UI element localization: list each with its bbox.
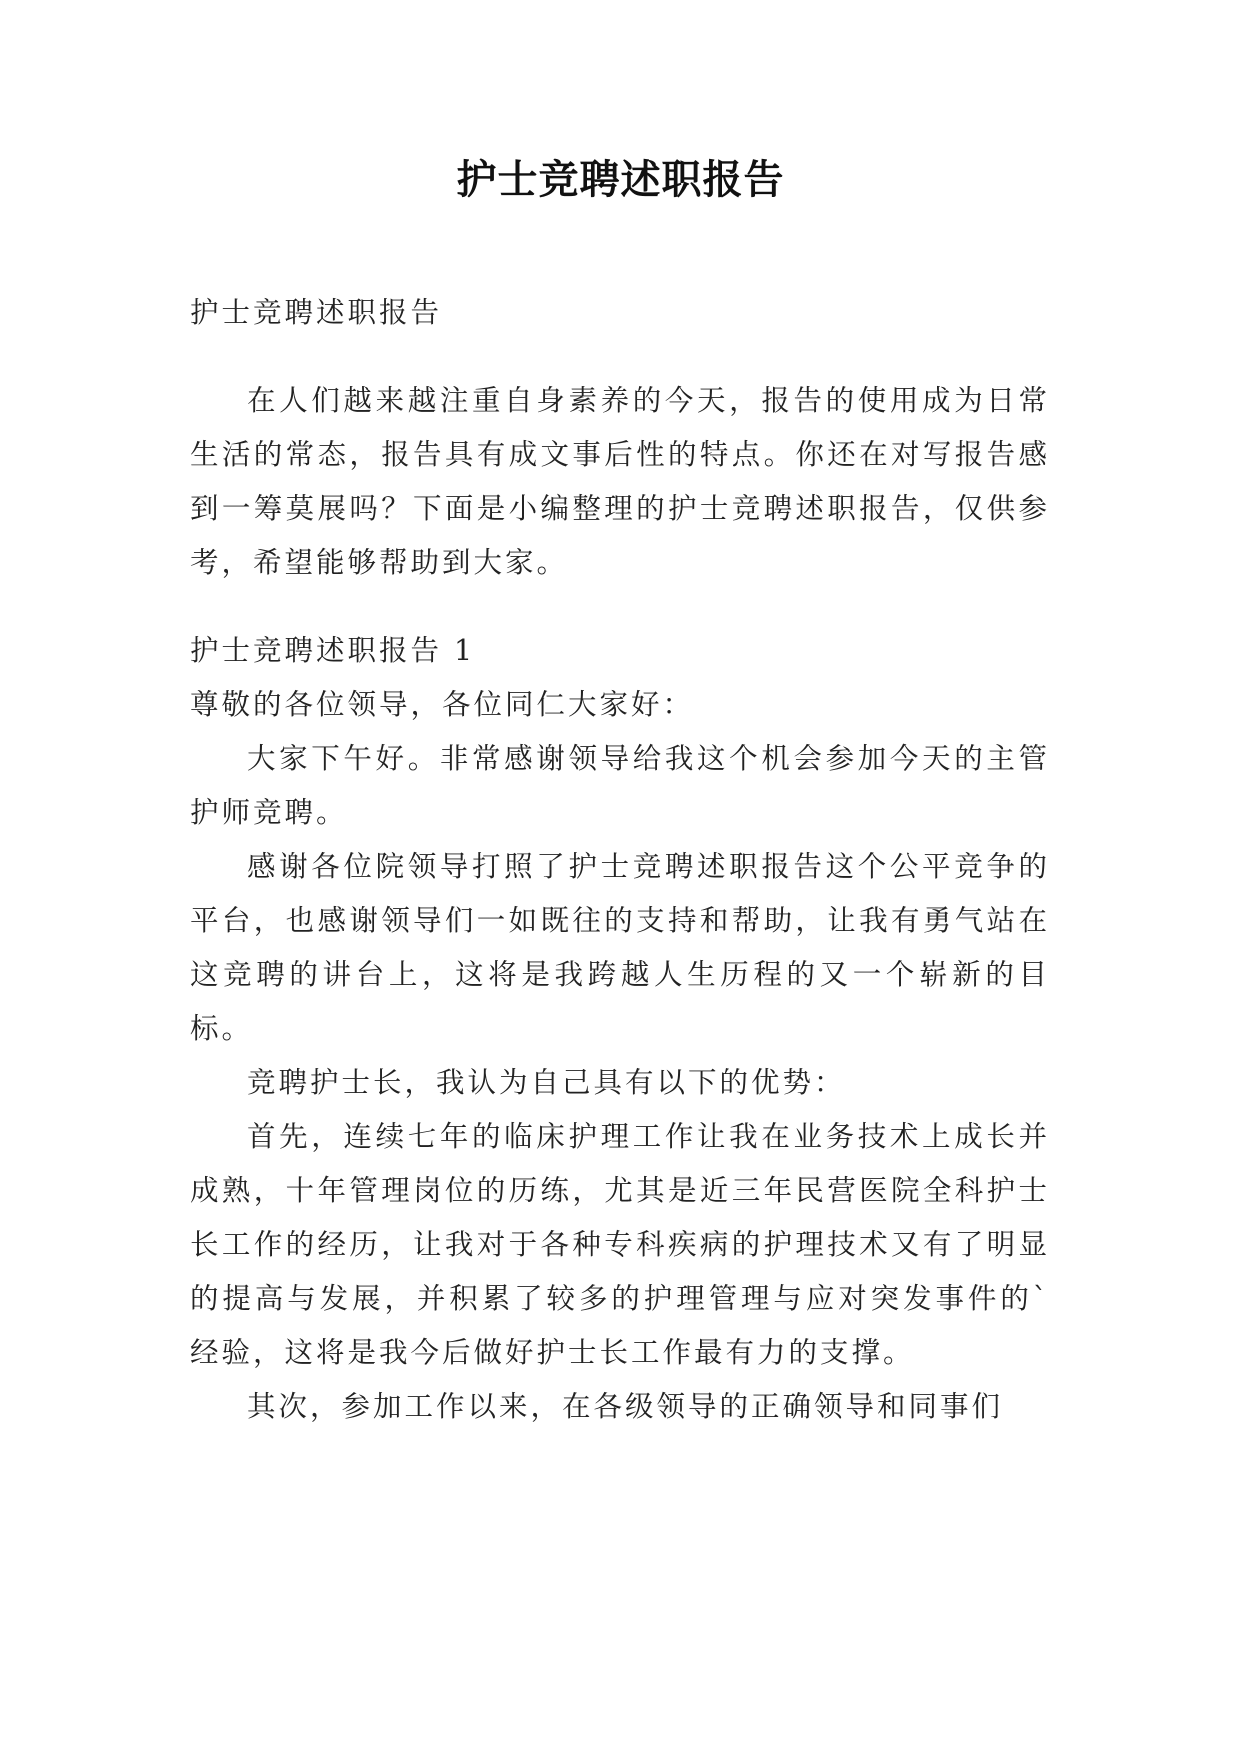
spacer [190,590,1050,624]
intro-paragraph: 在人们越来越注重自身素养的今天，报告的使用成为日常生活的常态，报告具有成文事后性的特点。你还在对写报告感到一筹莫展吗？下面是小编整理的护士竞聘述职报告，仅供参考，希望能够帮助到大家。 [190,384,1050,579]
document-subtitle: 护士竞聘述职报告 [190,296,443,329]
section-heading: 护士竞聘述职报告 1 [190,634,476,667]
body-paragraph: 大家下午好。非常感谢领导给我这个机会参加今天的主管护师竞聘。 [190,742,1050,829]
body-paragraph: 首先，连续七年的临床护理工作让我在业务技术上成长并成熟，十年管理岗位的历练，尤其是近三年民营医院全科护士长工作的经历，让我对于各种专科疾病的护理技术又有了明显的提高与发展，并积累了较多的护理管理与应对突发事件的`经验，这将是我今后做好护士长工作最有力的支撑。 [190,1120,1050,1369]
body-paragraph: 感谢各位院领导打照了护士竞聘述职报告这个公平竞争的平台，也感谢领导们一如既往的支持和帮助，让我有勇气站在这竞聘的讲台上，这将是我跨越人生历程的又一个崭新的目标。 [190,850,1050,1045]
body-paragraph: 竞聘护士长，我认为自己具有以下的优势： [247,1066,846,1099]
document-body [190,286,1050,1434]
body-paragraph: 其次，参加工作以来，在各级领导的正确领导和同事们 [247,1390,1004,1423]
spacer [190,340,1050,374]
salutation: 尊敬的各位领导，各位同仁大家好： [190,688,695,721]
document-title: 护士竞聘述职报告 [456,157,785,203]
